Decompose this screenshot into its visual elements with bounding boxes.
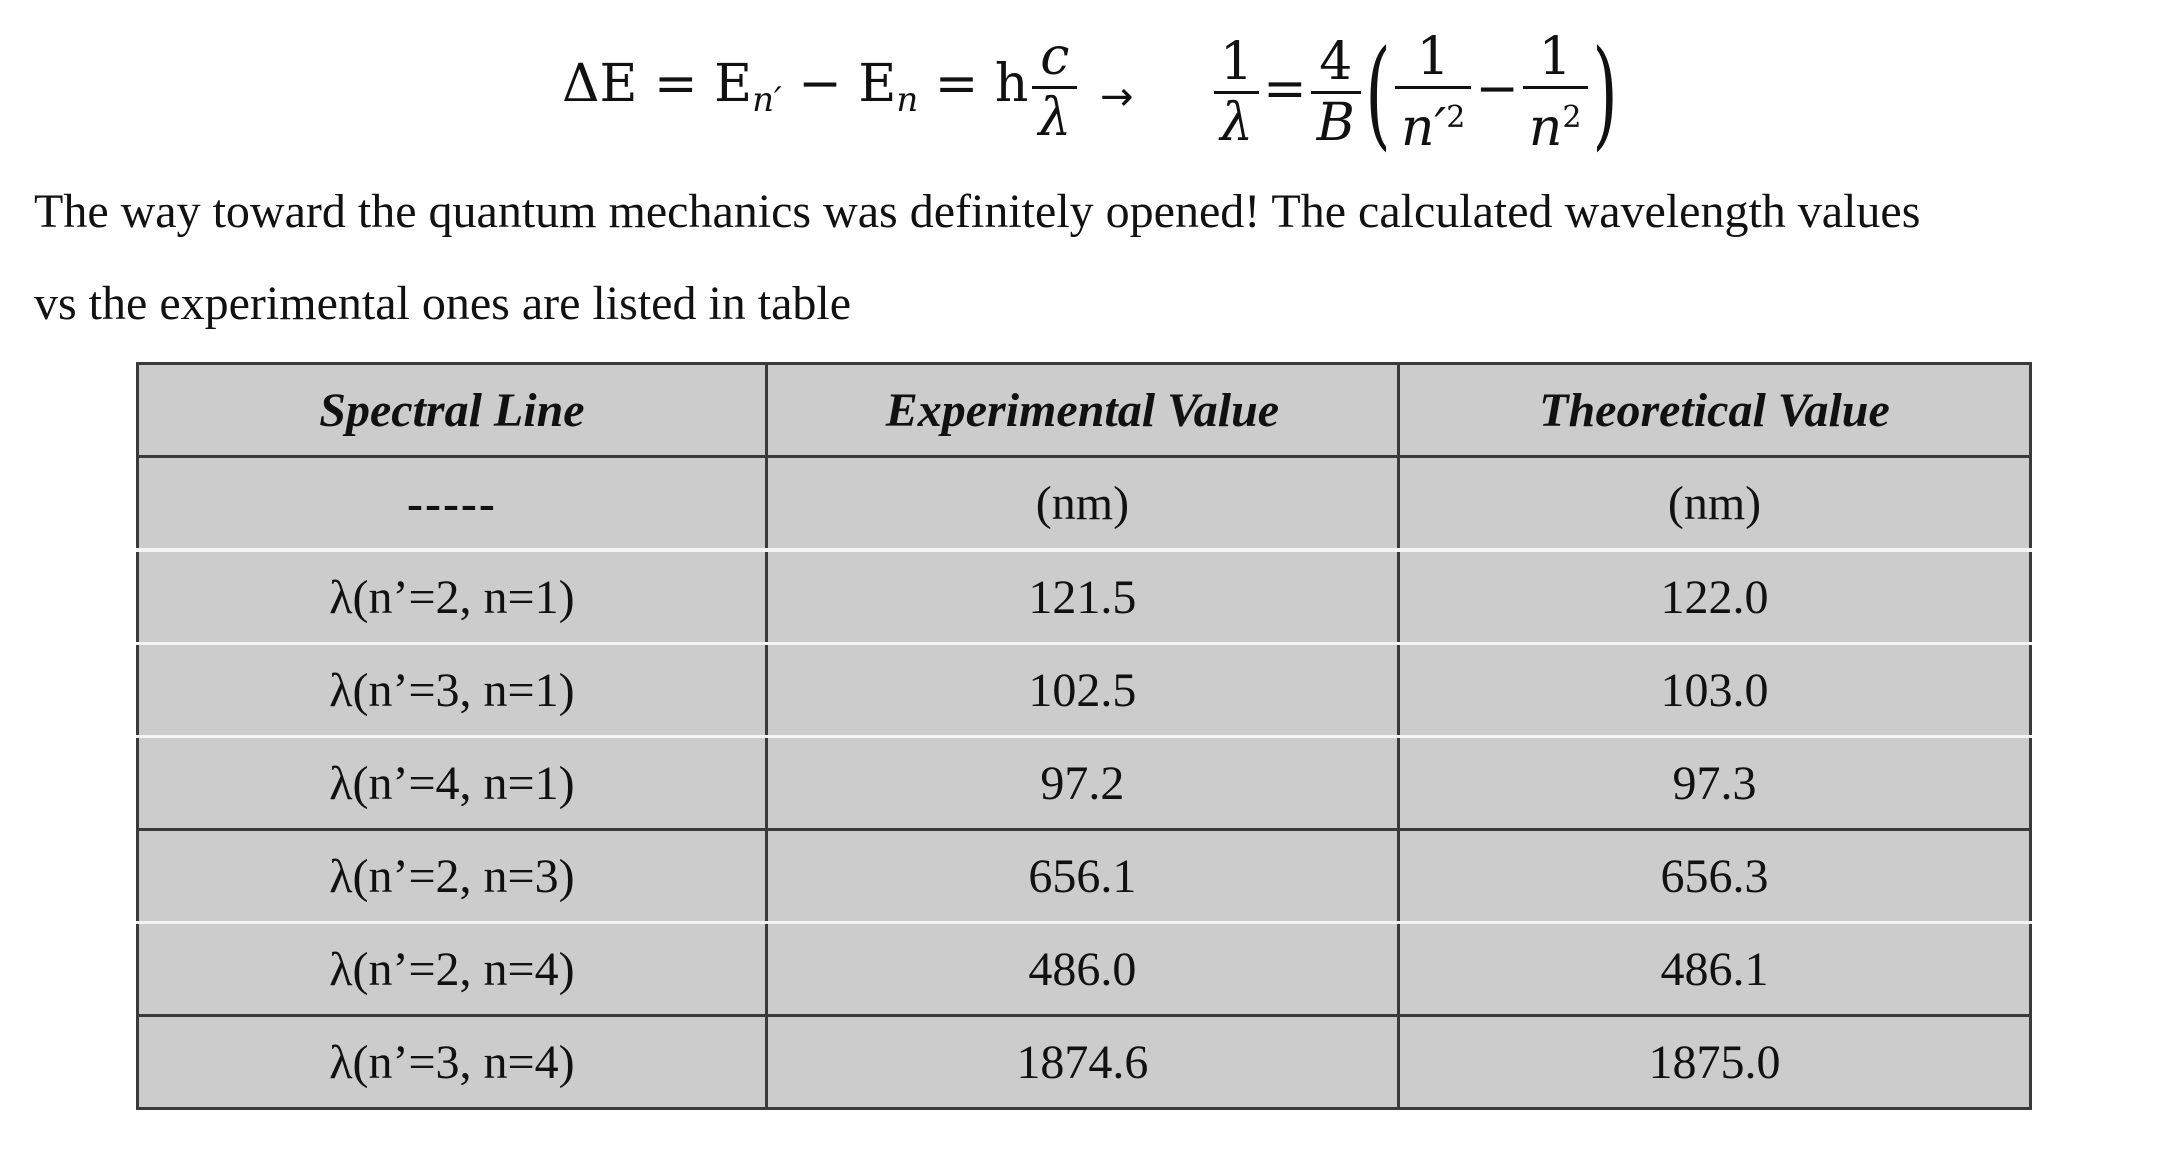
spectral-line-cell: λ(n’=2, n=3) <box>138 830 767 923</box>
eq-delta-e: ΔE = E <box>562 54 753 114</box>
theoretical-value-cell: 486.1 <box>1398 923 2030 1016</box>
eq-equals-sign: = <box>1263 59 1307 119</box>
experimental-value-cell: 486.0 <box>766 923 1398 1016</box>
table-row <box>138 923 2031 1016</box>
experimental-value-cell: 121.5 <box>766 550 1398 644</box>
spectral-line-cell: λ(n’=4, n=1) <box>138 737 767 830</box>
eq-one-over-n-sq <box>1523 28 1588 157</box>
table-row <box>138 644 2031 737</box>
eq-frac3-den <box>1395 89 1471 157</box>
table-header-row <box>138 364 2031 457</box>
header-spectral-line: Spectral Line <box>138 364 767 457</box>
eq-one-over-nprime-sq <box>1395 28 1471 157</box>
experimental-value-cell: 1874.6 <box>766 1016 1398 1109</box>
eq-four-over-b <box>1311 33 1361 152</box>
table-row <box>138 1016 2031 1109</box>
table-units-row <box>138 457 2031 551</box>
eq-frac3-num: 1 <box>1395 28 1471 89</box>
table-row <box>138 550 2031 644</box>
paragraph-line-1: The way toward the quantum mechanics was definitely opened! The calculated wavelength values <box>34 185 1921 238</box>
units-cell-placeholder: ----- <box>138 457 767 551</box>
eq-close-paren: ) <box>1591 23 1618 162</box>
energy-equation <box>562 28 1081 147</box>
header-theoretical-value: Theoretical Value <box>1398 364 2030 457</box>
eq-frac4-num: 1 <box>1523 28 1588 89</box>
eq-c-over-lambda <box>1032 28 1077 147</box>
eq-frac4-den-base: n <box>1528 98 1563 158</box>
eq-frac3-den-base: n′ <box>1400 98 1447 158</box>
eq-frac-lambda: λ <box>1038 88 1072 148</box>
spectral-line-cell: λ(n’=3, n=1) <box>138 644 767 737</box>
eq-sub-n: n <box>896 80 919 120</box>
eq-one-over-lambda <box>1214 33 1259 152</box>
table-row <box>138 830 2031 923</box>
eq-frac2-den: B <box>1316 93 1355 153</box>
spectral-line-cell: λ(n’=2, n=1) <box>138 550 767 644</box>
theoretical-value-cell: 656.3 <box>1398 830 2030 923</box>
header-experimental-value: Experimental Value <box>766 364 1398 457</box>
wavelength-table <box>136 362 2032 1110</box>
eq-equals-h: = h <box>918 54 1029 114</box>
paragraph-line-2: vs the experimental ones are listed in table <box>34 277 852 330</box>
spectral-line-cell: λ(n’=2, n=4) <box>138 923 767 1016</box>
eq-frac1-num: 1 <box>1214 33 1259 94</box>
table-row <box>138 737 2031 830</box>
eq-sub-n-prime: n′ <box>752 80 782 120</box>
eq-frac3-den-sup: 2 <box>1446 100 1466 135</box>
theoretical-value-cell: 122.0 <box>1398 550 2030 644</box>
experimental-value-cell: 97.2 <box>766 737 1398 830</box>
experimental-value-cell: 102.5 <box>766 644 1398 737</box>
eq-minus-e: − E <box>781 54 897 114</box>
units-cell-theoretical: (nm) <box>1398 457 2030 551</box>
equation-block <box>0 18 2157 168</box>
eq-frac2-num: 4 <box>1311 33 1361 94</box>
eq-minus-sign: − <box>1475 59 1519 119</box>
theoretical-value-cell: 1875.0 <box>1398 1016 2030 1109</box>
rydberg-equation <box>1210 23 1618 162</box>
theoretical-value-cell: 97.3 <box>1398 737 2030 830</box>
arrow-icon: → <box>1100 74 1134 120</box>
spectral-line-cell: λ(n’=3, n=4) <box>138 1016 767 1109</box>
eq-open-paren: ( <box>1365 23 1391 162</box>
eq-frac4-den-sup: 2 <box>1562 100 1582 135</box>
eq-frac1-den: λ <box>1220 93 1254 153</box>
experimental-value-cell: 656.1 <box>766 830 1398 923</box>
theoretical-value-cell: 103.0 <box>1398 644 2030 737</box>
eq-frac4-den <box>1523 89 1588 157</box>
units-cell-experimental: (nm) <box>766 457 1398 551</box>
eq-frac-c: c <box>1032 28 1077 89</box>
